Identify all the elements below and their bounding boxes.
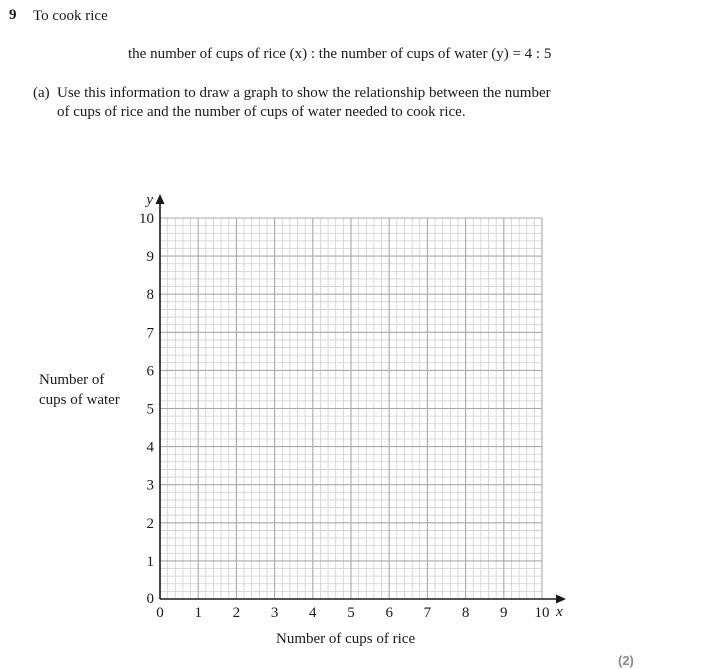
y-axis-variable: y — [146, 192, 153, 208]
x-tick-label: 5 — [347, 605, 355, 621]
ratio-statement: the number of cups of rice (x) : the number of cups of water (y) = 4 : 5 — [128, 46, 552, 62]
marks-available: (2) — [618, 653, 634, 668]
x-tick-label: 1 — [194, 605, 202, 621]
y-tick-label: 10 — [139, 211, 154, 227]
y-tick-label: 2 — [146, 515, 154, 532]
y-tick-label: 9 — [146, 249, 154, 266]
part-a-line1: Use this information to draw a graph to show the relationship between the number — [57, 85, 551, 101]
x-axis-title: Number of cups of rice — [276, 631, 416, 647]
x-tick-label: 0 — [156, 605, 164, 621]
x-tick-label: 9 — [500, 605, 508, 621]
x-tick-label: 6 — [385, 605, 393, 621]
y-tick-label: 4 — [146, 439, 154, 456]
x-tick-label: 3 — [270, 605, 279, 621]
x-axis-variable: x — [556, 604, 563, 620]
x-tick-label: 7 — [423, 605, 432, 621]
x-tick-label: 2 — [232, 605, 241, 621]
x-axis-arrow-icon — [556, 595, 566, 604]
y-tick-label: 1 — [146, 553, 154, 570]
part-a-label: (a) — [33, 85, 50, 101]
question-number: 9 — [9, 7, 17, 23]
origin-label: 0 — [146, 591, 154, 607]
y-tick-label: 6 — [146, 363, 154, 380]
y-tick-label: 7 — [146, 325, 154, 342]
x-tick-label: 4 — [309, 605, 317, 621]
x-tick-label: 10 — [534, 605, 550, 621]
y-axis-arrow-icon — [156, 194, 165, 204]
x-tick-label: 8 — [461, 605, 470, 621]
question-intro: To cook rice — [33, 8, 108, 24]
y-tick-label: 8 — [146, 287, 154, 304]
y-axis-title-line2: cups of water — [39, 392, 120, 408]
y-tick-label: 3 — [146, 477, 154, 494]
part-a-line2: of cups of rice and the number of cups of water needed to cook rice. — [57, 104, 466, 120]
y-tick-label: 5 — [146, 401, 154, 418]
y-axis-title-line1: Number of — [39, 372, 105, 388]
